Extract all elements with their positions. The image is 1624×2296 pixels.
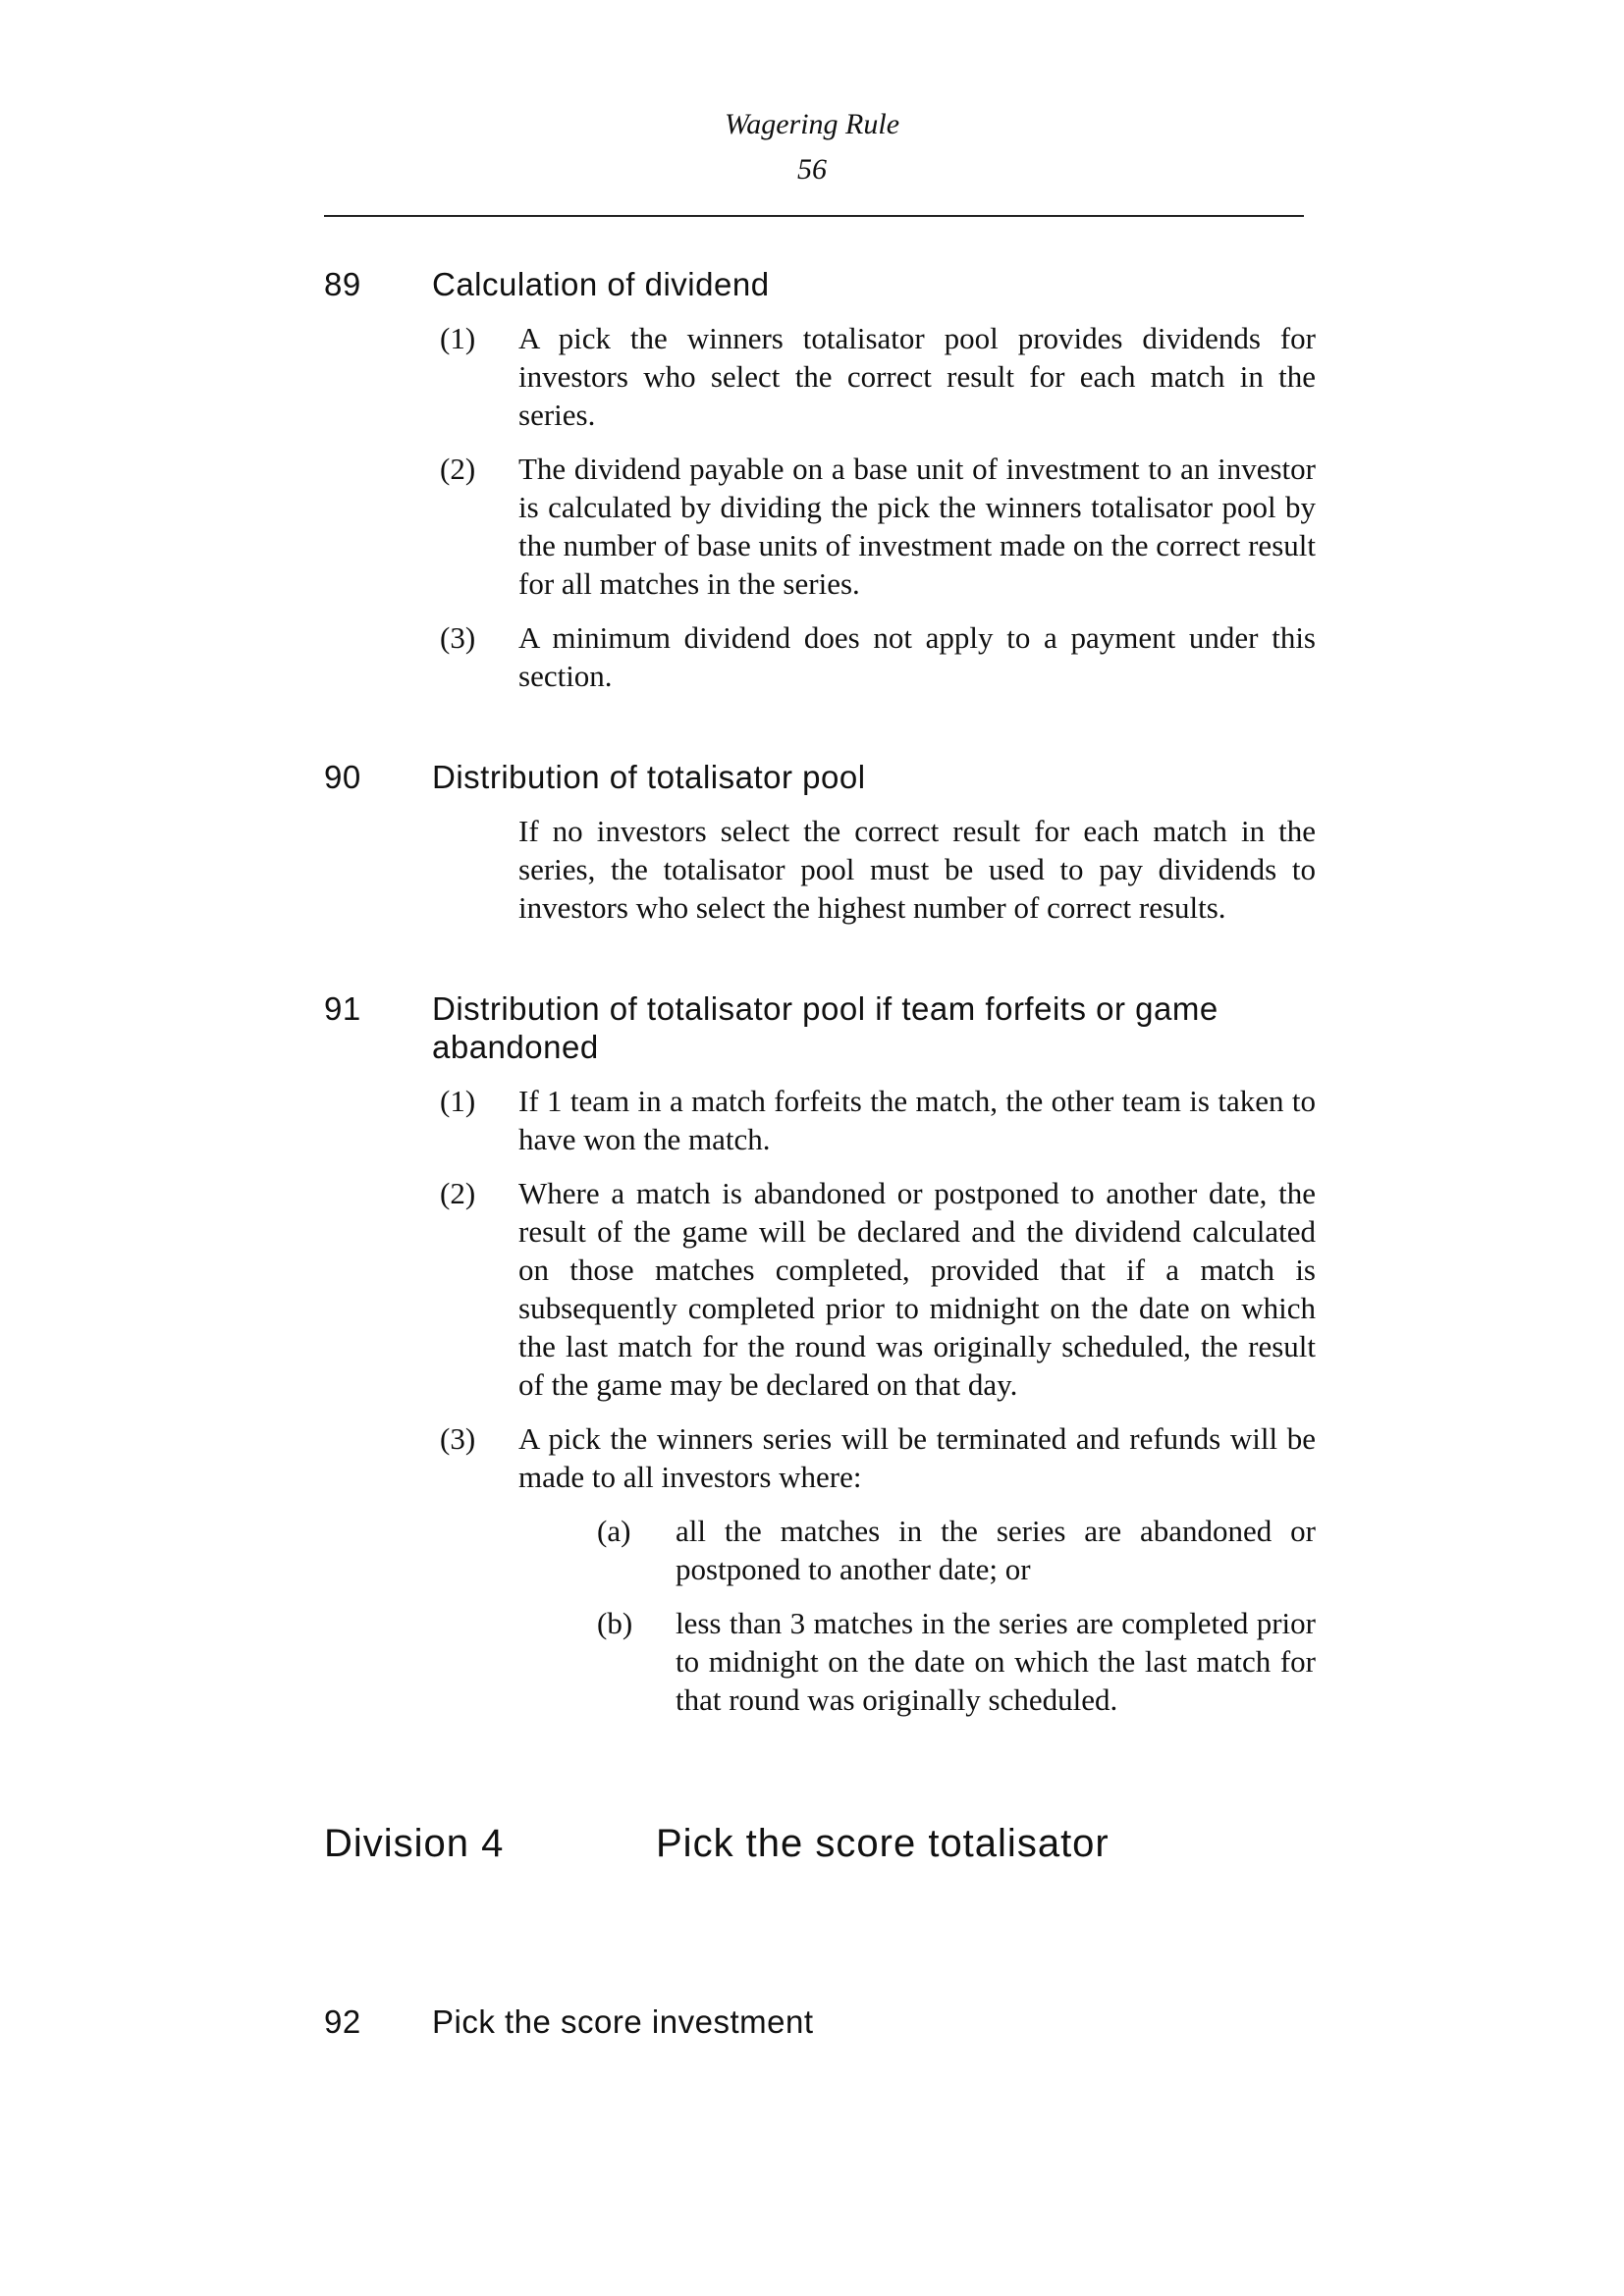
header-divider	[324, 215, 1304, 217]
division-heading	[324, 1822, 1110, 1866]
paragraph-number: (2)	[440, 452, 476, 486]
section-91	[324, 989, 1316, 1719]
section-heading	[324, 758, 1316, 796]
paragraph-text: A pick the winners totalisator pool provides dividends for investors who select the correct result for each match in the series.	[518, 321, 1316, 432]
paragraph-text: A minimum dividend does not apply to a payment under this section.	[518, 620, 1316, 693]
section-number: 91	[324, 990, 361, 1027]
paragraph-text: If 1 team in a match forfeits the match, the other team is taken to have won the match.	[518, 1084, 1316, 1156]
section-title: Distribution of totalisator pool	[432, 759, 866, 795]
subparagraph-text: less than 3 matches in the series are completed prior to midnight on the date on which the last match for that round was originally scheduled.	[676, 1606, 1316, 1717]
paragraph	[324, 450, 1316, 603]
paragraph	[324, 319, 1316, 434]
paragraph	[324, 1174, 1316, 1404]
division-title: Pick the score totalisator	[656, 1822, 1110, 1865]
paragraph-number: (3)	[440, 620, 476, 655]
paragraph	[324, 1082, 1316, 1158]
division-label: Division 4	[324, 1822, 505, 1865]
running-header-title: Wagering Rule	[724, 108, 900, 140]
section-title: Pick the score investment	[432, 2003, 814, 2040]
paragraph-number: (3)	[440, 1421, 476, 1456]
subparagraph	[518, 1512, 1316, 1588]
section-heading	[324, 989, 1316, 1066]
paragraph-text: Where a match is abandoned or postponed to another date, the result of the game will be declared and the dividend calculated on those matches completed, provided that if a match is subsequently completed prior to midnight on the date on which the last match for the round was originally scheduled, the result of the game may be declared on that day.	[518, 1176, 1316, 1402]
section-heading	[324, 265, 1316, 303]
paragraph-text: A pick the winners series will be terminated and refunds will be made to all investors where:	[518, 1421, 1316, 1494]
paragraph-number: (2)	[440, 1176, 476, 1210]
section-number: 90	[324, 759, 361, 795]
paragraph	[324, 1419, 1316, 1496]
paragraph-number: (1)	[440, 321, 476, 355]
section-92	[324, 2002, 1316, 2041]
section-number: 92	[324, 2003, 361, 2040]
paragraph	[324, 618, 1316, 695]
subparagraph-letter: (a)	[597, 1514, 631, 1548]
section-text: If no investors select the correct result for each match in the series, the totalisator pool must be used to pay dividends to investors who select the highest number of correct results.	[518, 814, 1316, 925]
page-number: 56	[797, 153, 827, 186]
section-number: 89	[324, 266, 361, 302]
paragraph-number: (1)	[440, 1084, 476, 1118]
subparagraph-letter: (b)	[597, 1606, 633, 1640]
section-89	[324, 265, 1316, 695]
subparagraph	[518, 1604, 1316, 1719]
section-90	[324, 758, 1316, 927]
section-title: Distribution of totalisator pool if team forfeits or game abandoned	[432, 990, 1218, 1065]
section-heading	[324, 2002, 1316, 2041]
paragraph-text: The dividend payable on a base unit of investment to an investor is calculated by dividing the pick the winners totalisator pool by the number of base units of investment made on the correct result for all matches in the series.	[518, 452, 1316, 601]
subparagraph-text: all the matches in the series are abandoned or postponed to another date; or	[676, 1514, 1316, 1586]
section-title: Calculation of dividend	[432, 266, 770, 302]
